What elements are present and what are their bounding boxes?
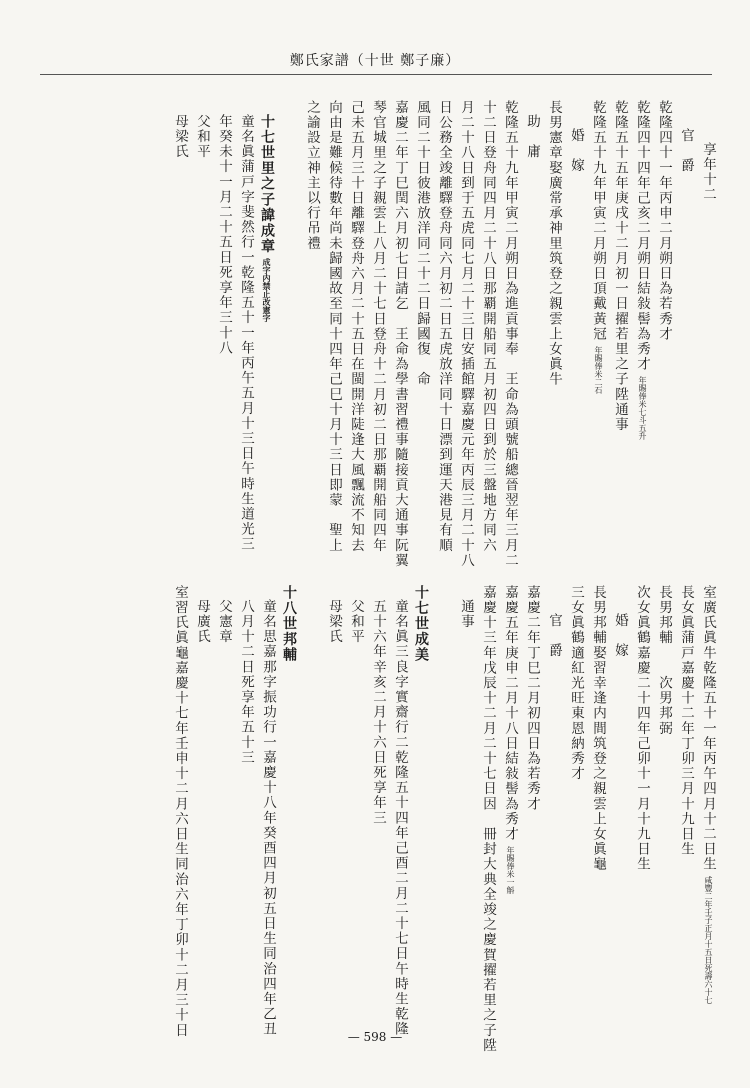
text-column [692,585,714,1053]
text-column [384,585,406,1053]
column-text: 三女眞鶴適紅光旺東恩納秀才 [568,585,584,782]
column-text: 十七世成美 [413,585,429,663]
column-text: 五十六年辛亥二月十六日死享年三 [370,599,386,826]
text-column [208,100,230,568]
text-column [208,585,230,1053]
text-column [516,100,538,568]
column-text: 向由是難候待數年尚未歸國故至同十四年己巳十月十三日即蒙 聖上 [326,100,342,553]
column-text: 己未五月三十日離驛登舟六月二十五日在閩開洋陡逢大風飄流不知去 [348,100,364,553]
text-column [428,100,450,568]
text-column [362,100,384,568]
text-column [450,100,472,568]
interlinear-note: 年賜俸米二石 [594,345,603,394]
column-text: 婚 嫁 [568,128,584,174]
text-column [428,585,450,1053]
column-text: 嘉慶十三年戊辰十二月二十七日因 冊封大典全竣之慶賀擢若里之子陞 [480,585,496,1054]
column-text: 父和平 [194,114,210,160]
text-column [274,100,296,568]
column-text: 官 爵 [678,128,694,174]
text-column [560,585,582,1053]
column-text: 次女眞鶴嘉慶二十四年己卯十一月十九日生 [634,585,650,872]
text-column [604,100,626,568]
text-column [252,585,274,1053]
column-text: 八月十二日死享年五十三 [238,599,254,766]
column-text: 通事 [458,599,474,630]
text-column [164,100,186,568]
column-text: 父憲章 [216,599,232,645]
column-text: 室習氏眞龜嘉慶十七年壬申十二月六日生同治六年丁卯十二月三十日 [172,585,188,1038]
column-text: 日公務全竣離驛登舟同六月初二日五虎放洋同十日漂到運天港見有順 [436,100,452,553]
text-column [340,100,362,568]
text-column [186,100,208,568]
column-text: 婚 嫁 [612,613,628,659]
column-text: 十七世里之子諱成章 [259,114,275,255]
text-column [340,585,362,1053]
text-column [296,100,318,568]
column-text: 母廣氏 [194,599,210,645]
column-text: 乾隆五十九年甲寅二月朔日頂戴黃冠 [590,100,606,342]
text-column [186,585,208,1053]
column-text: 童名思嘉那字振功行一嘉慶十八年癸酉四月初五日生同治四年乙丑 [260,599,276,1037]
header-rule [40,74,712,75]
text-column [472,585,494,1053]
column-text: 月二十八日到于五虎同七月二十三日安插館驛嘉慶元年丙辰三月二十八 [458,100,474,569]
column-text: 母梁氏 [326,599,342,645]
column-text: 風同二十日彼港放洋同二十二日歸國復 命 [414,100,430,387]
interlinear-note: 成字内禁止改憲字 [262,258,272,323]
column-text: 之諭設立神主以行吊禮 [304,100,320,251]
text-column [230,100,252,568]
text-column [582,585,604,1053]
text-column [318,100,340,568]
text-column [582,100,604,568]
page-header: 鄭氏家譜（十世 鄭子廉） [289,53,461,69]
text-column [472,100,494,568]
text-column [230,585,252,1053]
text-column [626,100,648,568]
column-text: 年癸未十一月二十五日死享年三十八 [216,114,232,356]
column-text: 長男邦輔娶習幸逢内間筑登之親雲上女眞龜 [590,585,606,872]
column-text: 母梁氏 [172,114,188,160]
column-text: 享年十二 [700,142,716,203]
generation-heading [406,585,428,1053]
text-column [318,585,340,1053]
column-text: 長女眞蒲戸嘉慶十二年丁卯三月十九日生 [678,585,694,857]
text-column [560,100,582,568]
text-column [648,100,670,568]
text-column [626,585,648,1053]
column-text: 長男邦輔 次男邦弼 [656,585,672,736]
column-text: 十八世邦輔 [281,585,297,663]
generation-heading [274,585,296,1053]
interlinear-note: 年賜俸米一斛 [506,845,515,894]
text-column [384,100,406,568]
column-text: 乾隆四十一年丙申二月朔日為若秀才 [656,100,672,342]
text-column [516,585,538,1053]
column-text: 乾隆四十四年己亥二月朔日結敍髻為秀才 [634,100,650,372]
column-text: 童名眞蒲戸字斐然行一乾隆五十一年丙午五月十三日午時生道光三 [238,114,254,552]
text-column [670,585,692,1053]
column-text: 嘉慶二年丁巳閏六月初七日請乞 王命為學書習禮事隨接貢大通事阮翼 [392,100,408,569]
text-column [538,100,560,568]
interlinear-note: 年賜俸米七斗五升 [638,375,647,440]
top-text-block [164,100,714,568]
column-text: 父和平 [348,599,364,645]
text-column [406,100,428,568]
text-column [164,585,186,1053]
column-text: 助 庸 [524,114,540,160]
column-text: 室廣氏眞牛乾隆五十一年丙午四月十二日生 [700,585,716,872]
text-column [362,585,384,1053]
text-column [538,585,560,1053]
text-column [494,585,516,1053]
interlinear-note: 咸豐二年壬子正月十五日死壽六十七 [704,875,713,1004]
text-column [670,100,692,568]
text-column [494,100,516,568]
column-text: 嘉慶五年庚申二月十八日結敍髻為秀才 [502,585,518,842]
text-column [692,100,714,568]
page-number: — 598 — [347,1030,403,1044]
generation-heading [252,100,274,568]
column-text: 嘉慶二年丁巳二月初四日為若秀才 [524,585,540,812]
text-column [450,585,472,1053]
column-text: 乾隆五十五年庚戌十二月初一日擢若里之子陞通事 [612,100,628,433]
column-text: 官 爵 [546,613,562,659]
column-text: 長男憲章娶廣常承神里筑登之親雲上女眞牛 [546,100,562,387]
column-text: 十二日登舟同四月二十八日那覇開船同五月初四日到於三盤地方同六 [480,100,496,553]
column-text: 琴官城里之子親雲上八月二十七日登舟十二月初二日那覇開船同四年 [370,100,386,553]
column-text: 童名眞三良字實齋行二乾隆五十四年己酉二月二十七日午時生乾隆 [392,599,408,1037]
bottom-text-block [164,585,714,1053]
column-text: 乾隆五十九年甲寅二月朔日為進貢事奉 王命為頭號船總晉翌年三月二 [502,100,518,569]
text-column [604,585,626,1053]
text-column [648,585,670,1053]
text-column [296,585,318,1053]
